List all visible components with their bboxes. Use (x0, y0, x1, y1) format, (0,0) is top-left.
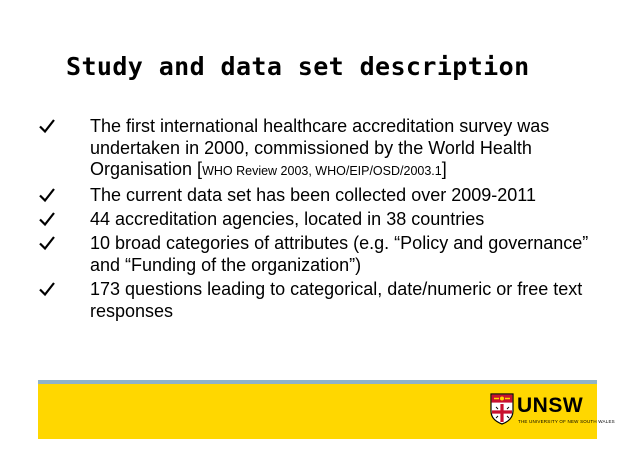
slide-title: Study and data set description (66, 52, 530, 81)
bullet-item (38, 209, 598, 231)
bullet-item (38, 185, 598, 207)
logo-text: UNSW (517, 394, 584, 417)
bullet-reference: WHO Review 2003, WHO/EIP/OSD/2003.1 (202, 164, 442, 179)
crest-icon (490, 393, 514, 425)
logo-subtext: THE UNIVERSITY OF NEW SOUTH WALES (518, 419, 615, 424)
bullet-text: 10 broad categories of attributes (e.g. “Policy and governance” and “Funding of the organization”) (90, 233, 589, 276)
checkmark-icon (38, 186, 56, 204)
checkmark-icon (38, 117, 56, 135)
checkmark-icon (38, 280, 56, 298)
bullet-text: The current data set has been collected over 2009-2011 (90, 185, 536, 206)
bullet-item (38, 116, 598, 183)
bullet-item (38, 279, 598, 322)
bullet-item (38, 233, 598, 276)
checkmark-icon (38, 234, 56, 252)
bullet-text: 173 questions leading to categorical, date/numeric or free text responses (90, 279, 583, 321)
unsw-logo (490, 391, 615, 431)
bullet-text: 44 accreditation agencies, located in 38 countries (90, 209, 485, 230)
bullet-list (38, 116, 598, 325)
checkmark-icon (38, 210, 56, 228)
bullet-text: The first international healthcare accreditation survey was undertaken in 2000, commissioned by the World Health Organisation [ (90, 116, 550, 180)
bullet-close-bracket: ] (441, 159, 447, 180)
